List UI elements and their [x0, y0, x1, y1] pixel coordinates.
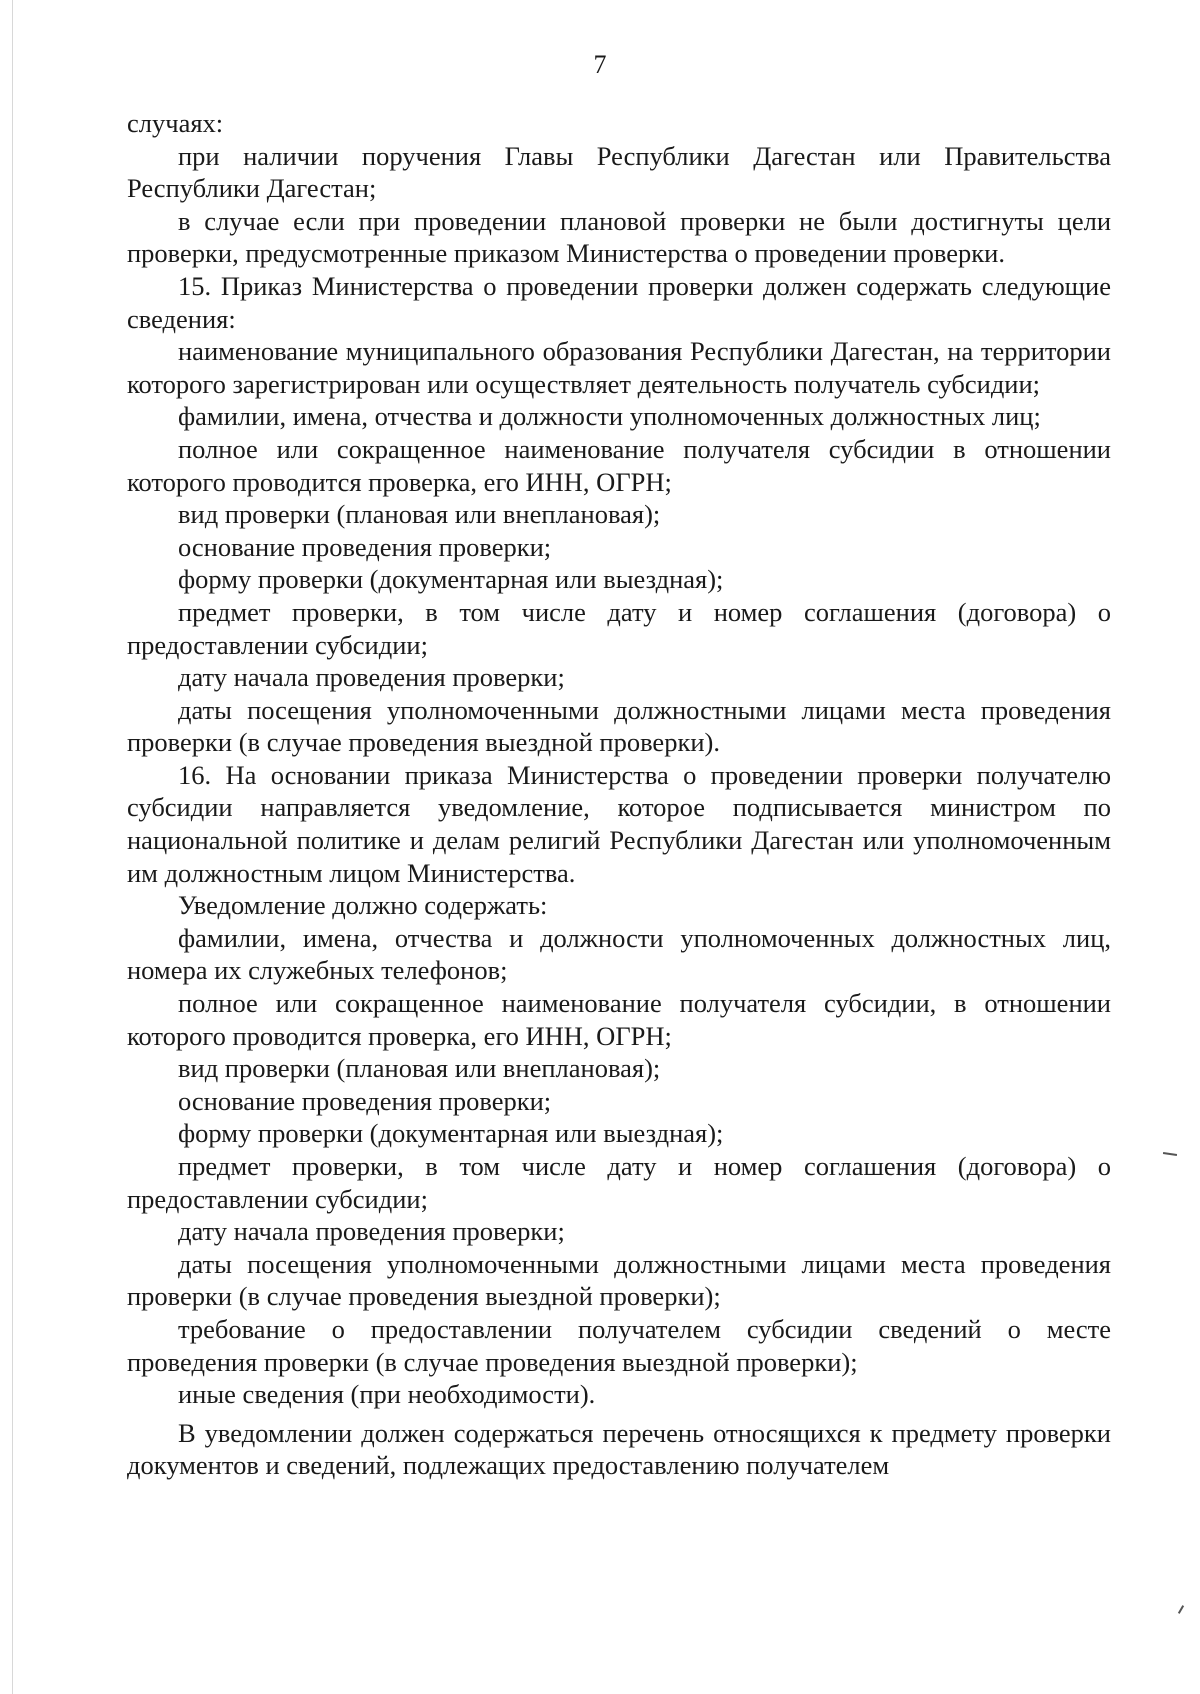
paragraph: основание проведения проверки; — [178, 1085, 552, 1116]
paragraph: при наличии поручения Главы Республики Дагестан или Правительства Республики Дагестан; — [127, 140, 1111, 204]
paragraph: иные сведения (при необходимости). — [178, 1379, 596, 1410]
paragraph: форму проверки (документарная или выездная); — [178, 564, 724, 595]
paragraph: В уведомлении должен содержаться перечень относящихся к предмету проверки документов и сведений, подлежащих предоставлению получателем — [127, 1417, 1111, 1481]
paragraph: дату начала проведения проверки; — [178, 662, 565, 693]
document-body — [127, 107, 1111, 1482]
paragraph: вид проверки (плановая или внеплановая); — [178, 499, 661, 530]
scan-speck — [1178, 1605, 1184, 1614]
paragraph: даты посещения уполномоченными должностными лицами места проведения проверки (в случае проведения выездной проверки). — [127, 694, 1111, 758]
page-number: 7 — [593, 50, 607, 79]
paragraph: предмет проверки, в том числе дату и номер соглашения (договора) о предоставлении субсидии; — [127, 1151, 1111, 1214]
paragraph: форму проверки (документарная или выездная); — [178, 1118, 724, 1149]
paragraph: случаях: — [127, 108, 224, 138]
paragraph: в случае если при проведении плановой проверки не были достигнуты цели проверки, предусмотренные приказом Министерства о проведении проверки. — [127, 205, 1111, 269]
paragraph: 16. На основании приказа Министерства о проведении проверки получателю субсидии направляется уведомление, которое подписывается министром по национальной политике и делам религий Республики Дагестан или уполномоченным им должностным лицом Министерства. — [127, 759, 1111, 888]
scan-speck — [1163, 1152, 1177, 1156]
paragraph: требование о предоставлении получателем субсидии сведений о месте проведения проверки (в случае проведения выездной проверки); — [127, 1313, 1111, 1377]
paragraph: фамилии, имена, отчества и должности уполномоченных должностных лиц, номера их служебных телефонов; — [127, 922, 1111, 986]
paragraph: фамилии, имена, отчества и должности уполномоченных должностных лиц; — [178, 401, 1041, 432]
paragraph: дату начала проведения проверки; — [178, 1216, 565, 1247]
paragraph: полное или сокращенное наименование получателя субсидии, в отношении которого проводится проверка, его ИНН, ОГРН; — [127, 988, 1111, 1051]
scan-page-edge — [12, 0, 13, 1694]
paragraph: основание проведения проверки; — [178, 531, 552, 562]
paragraph: 15. Приказ Министерства о проведении проверки должен содержать следующие сведения: — [127, 270, 1111, 334]
paragraph: даты посещения уполномоченными должностными лицами места проведения проверки (в случае проведения выездной проверки); — [127, 1248, 1111, 1312]
paragraph: предмет проверки, в том числе дату и номер соглашения (договора) о предоставлении субсидии; — [127, 596, 1111, 660]
paragraph: Уведомление должно содержать: — [178, 890, 548, 921]
paragraph: вид проверки (плановая или внеплановая); — [178, 1053, 661, 1084]
paragraph: наименование муниципального образования Республики Дагестан, на территории которого зарегистрирован или осуществляет деятельность получатель субсидии; — [127, 336, 1111, 399]
paragraph: полное или сокращенное наименование получателя субсидии в отношении которого проводится проверка, его ИНН, ОГРН; — [127, 433, 1111, 497]
